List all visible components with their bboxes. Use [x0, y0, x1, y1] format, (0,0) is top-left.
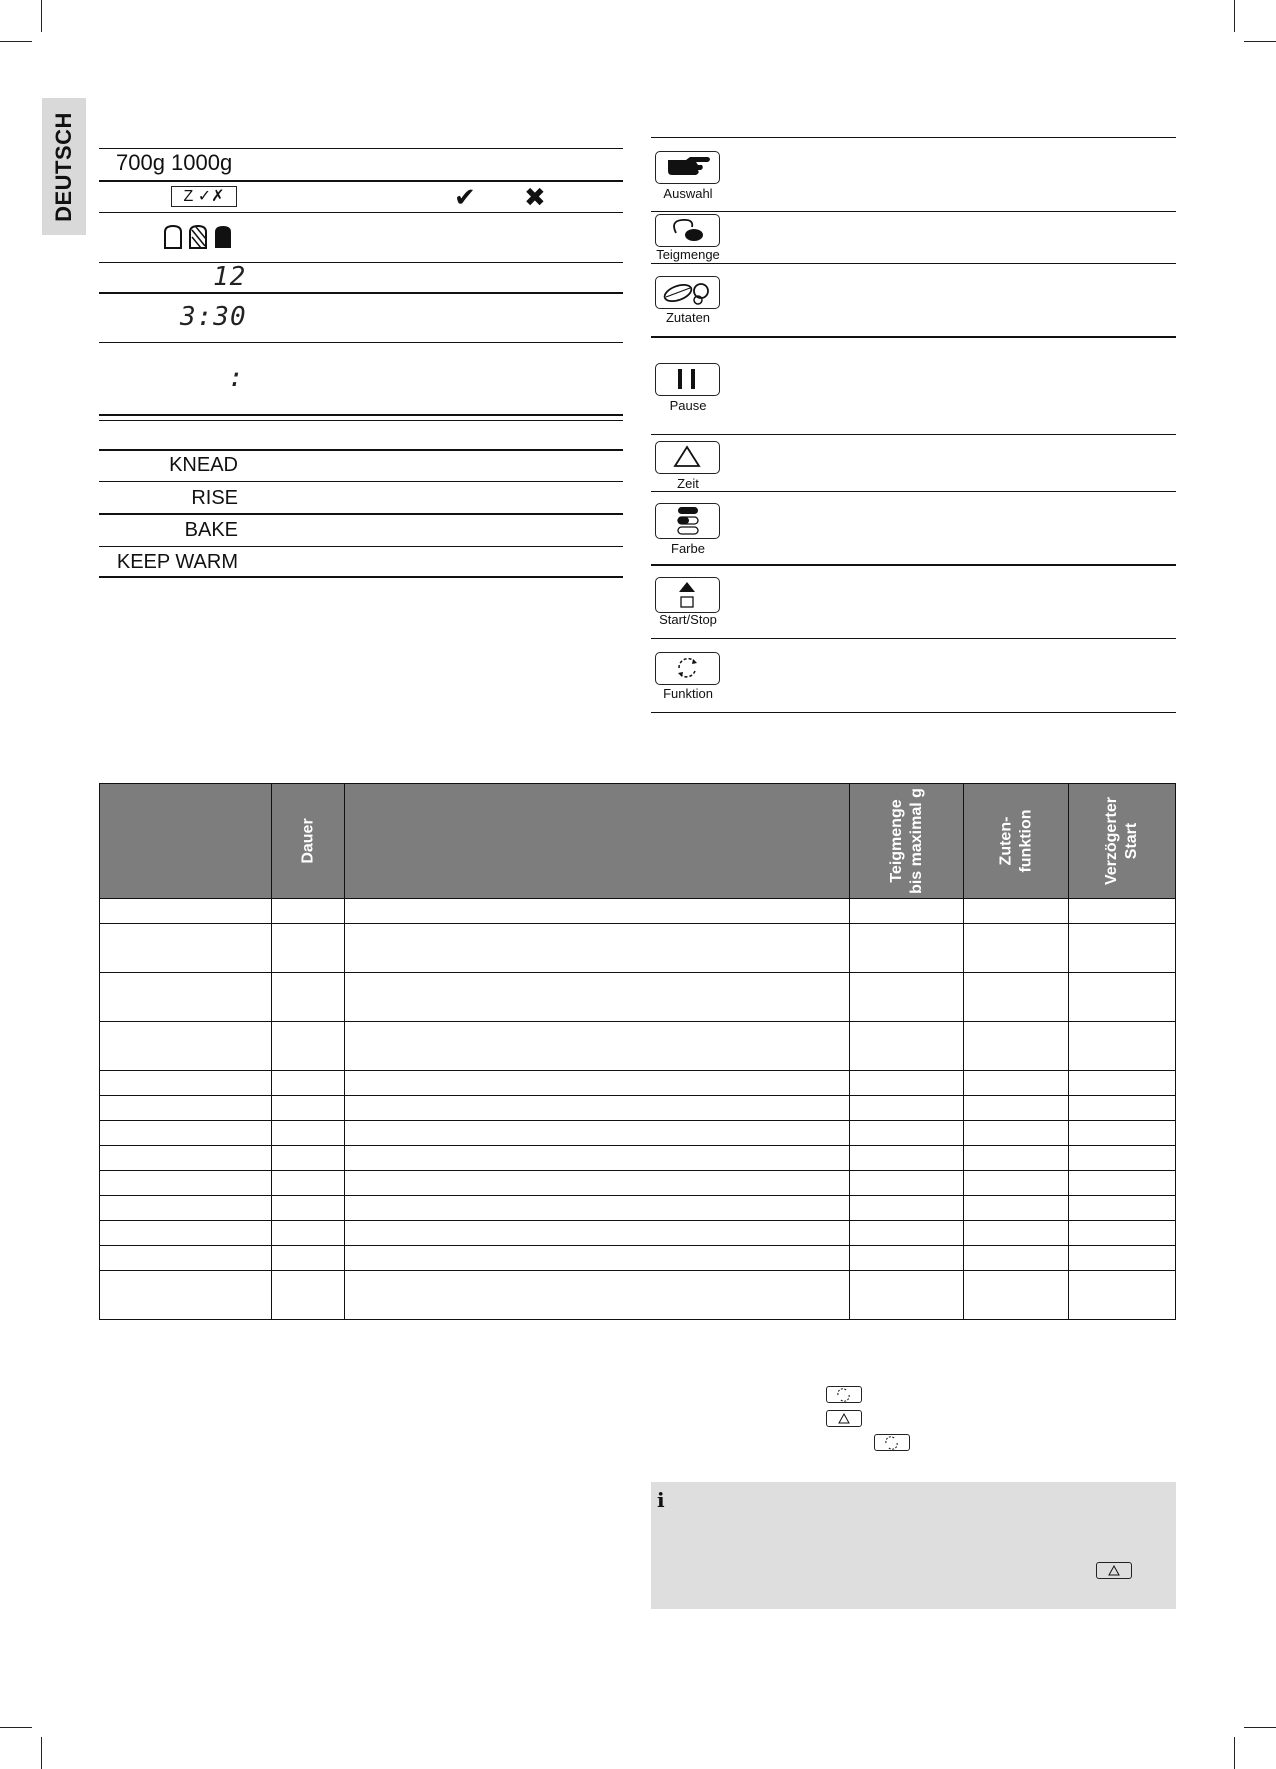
teigmenge-button[interactable] [655, 214, 720, 247]
function-cycle-icon [656, 653, 718, 683]
function-cycle-icon [827, 1387, 861, 1402]
table-row [100, 1121, 1176, 1146]
table-row [100, 1171, 1176, 1196]
table-row [100, 1022, 1176, 1071]
function-cycle-icon [875, 1435, 909, 1450]
phase-rise: RISE [191, 487, 238, 509]
header-description [345, 784, 850, 899]
table-row [100, 924, 1176, 973]
time-readout: 3:30 [180, 302, 247, 332]
table-row [100, 1196, 1176, 1221]
farbe-caption: Farbe [671, 541, 705, 556]
info-note-box [651, 1482, 1176, 1609]
crust-level-icon [162, 224, 238, 250]
triangle-up-icon [827, 1411, 861, 1426]
pause-button[interactable] [655, 363, 720, 396]
program-table [99, 783, 1176, 1320]
zutaten-button[interactable] [655, 276, 720, 309]
info-icon: i [657, 1488, 665, 1512]
teigmenge-caption: Teigmenge [656, 247, 720, 262]
ingredients-icon [656, 277, 718, 307]
pause-icon [656, 364, 718, 394]
triangle-up-icon [656, 442, 718, 472]
table-row [100, 1071, 1176, 1096]
language-tab-label: DEUTSCH [51, 111, 76, 222]
table-row [100, 1221, 1176, 1246]
header-zutatenfunktion: Zuten- funktion [964, 784, 1069, 899]
table-row [100, 973, 1176, 1022]
inline-funktion-button-2 [874, 1434, 910, 1451]
header-dauer: Dauer [272, 784, 345, 899]
table-row [100, 1146, 1176, 1171]
start-stop-caption: Start/Stop [659, 612, 717, 627]
colon-readout: : [228, 363, 245, 393]
indicator-box: Z ✓✗ [171, 186, 237, 207]
start-stop-icon [656, 578, 718, 611]
zutaten-caption: Zutaten [665, 310, 711, 325]
funktion-caption: Funktion [663, 686, 713, 701]
header-verzoegerter-start: Verzögerter Start [1069, 784, 1176, 899]
cross-mark-icon: ✖ [524, 182, 546, 212]
farbe-button[interactable] [655, 503, 720, 539]
crust-color-icon [656, 504, 718, 537]
start-stop-button[interactable] [655, 577, 720, 613]
phase-knead: KNEAD [169, 454, 238, 476]
header-teigmenge: Teigmenge bis maximal g [850, 784, 964, 899]
table-row [100, 1271, 1176, 1320]
table-row [100, 899, 1176, 924]
table-row [100, 1096, 1176, 1121]
zeit-button[interactable] [655, 441, 720, 474]
auswahl-button[interactable] [655, 151, 720, 184]
table-row [100, 1246, 1176, 1271]
inline-zeit-button-info [1096, 1562, 1132, 1579]
phase-bake: BAKE [184, 519, 238, 541]
dough-icon [656, 215, 718, 245]
triangle-up-icon [1097, 1563, 1131, 1578]
inline-zeit-button [826, 1410, 862, 1427]
zeit-caption: Zeit [677, 476, 699, 491]
inline-funktion-button [826, 1386, 862, 1403]
pointing-hand-icon [656, 152, 718, 182]
phase-keep-warm: KEEP WARM [116, 551, 238, 573]
weight-indicator: 700g 1000g [116, 150, 233, 175]
language-tab [42, 98, 86, 235]
program-number-readout: 12 [213, 262, 247, 292]
pause-caption: Pause [669, 398, 707, 413]
funktion-button[interactable] [655, 652, 720, 685]
auswahl-caption: Auswahl [663, 186, 713, 201]
header-program [100, 784, 272, 899]
check-mark-icon: ✔ [454, 182, 476, 212]
